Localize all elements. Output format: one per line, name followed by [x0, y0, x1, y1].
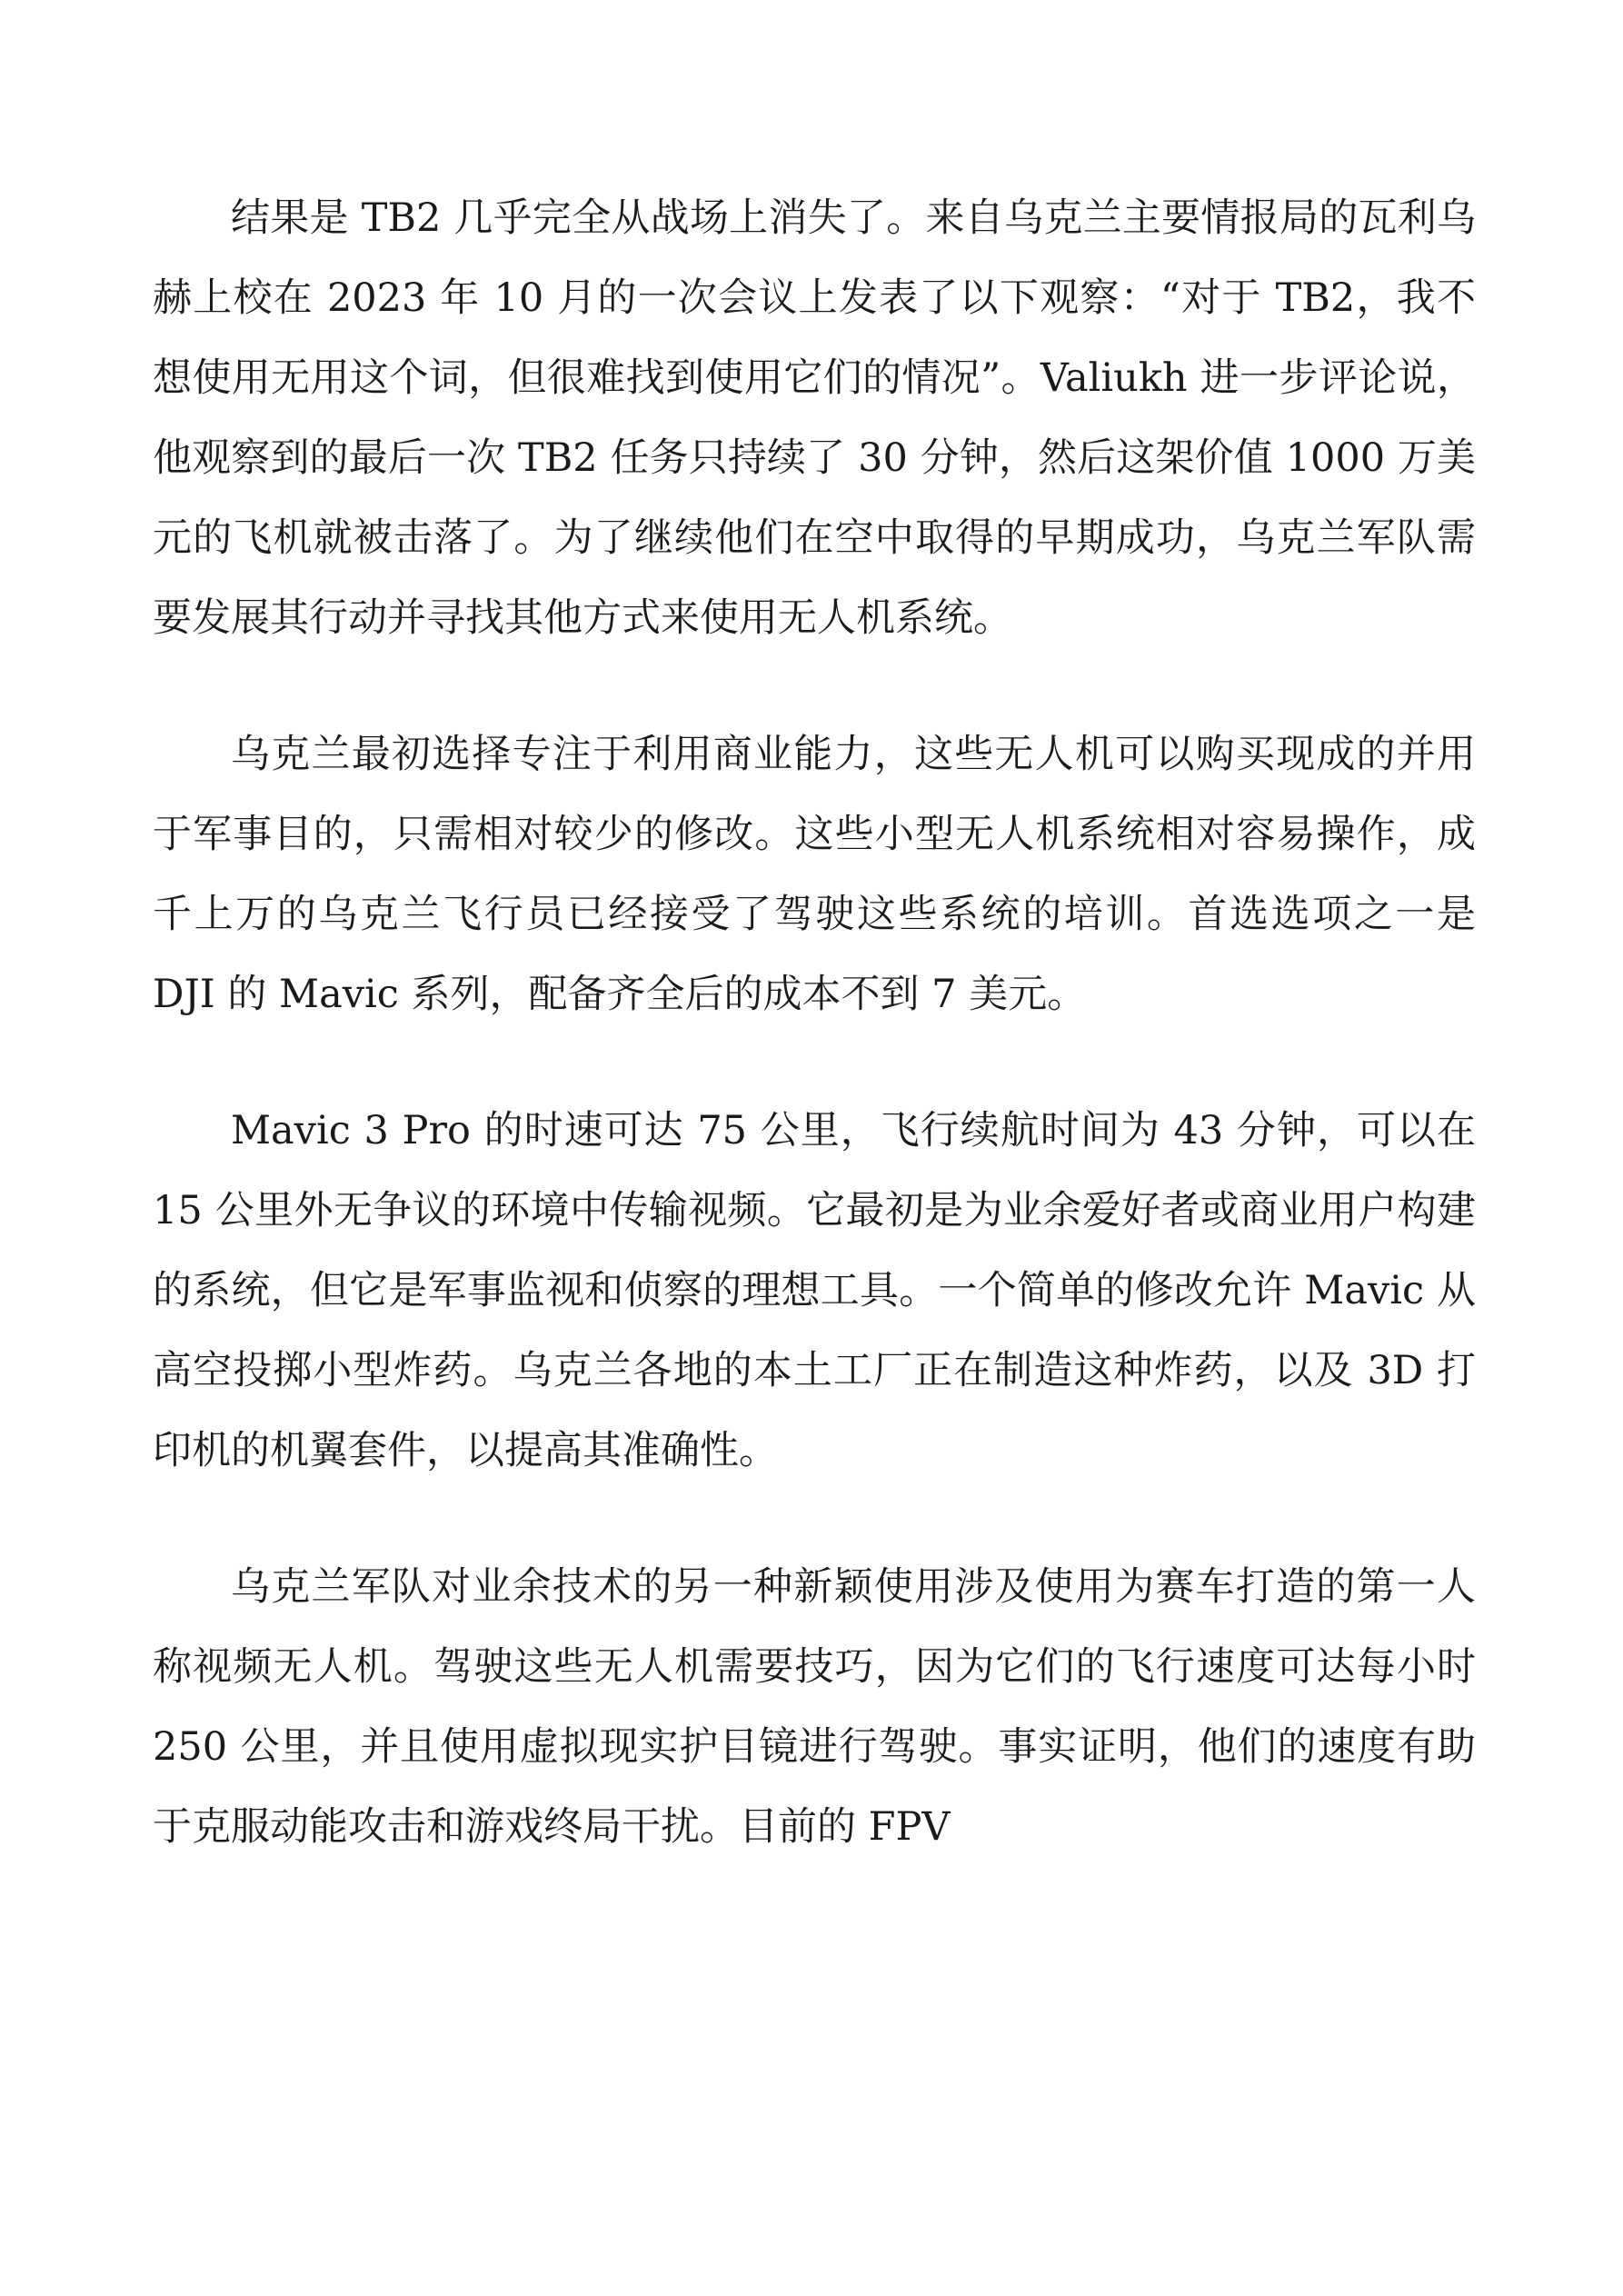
- paragraph-4: 乌克兰军队对业余技术的另一种新颖使用涉及使用为赛车打造的第一人称视频无人机。驾驶这些无人机需要技巧，因为它们的飞行速度可达每小时 250 公里，并且使用虚拟现实护目镜进行驾驶。事实证明，他们的速度有助于克服动能攻击和游戏终局干扰。目前的 FPV: [153, 1564, 1476, 1850]
- paragraph-2: 乌克兰最初选择专注于利用商业能力，这些无人机可以购买现成的并用于军事目的，只需相对较少的修改。这些小型无人机系统相对容易操作，成千上万的乌克兰飞行员已经接受了驾驶这些系统的培训。首选选项之一是 DJI 的 Mavic 系列，配备齐全后的成本不到 7 美元。: [153, 732, 1476, 1017]
- document-body: [153, 178, 1476, 1867]
- paragraph-3: Mavic 3 Pro 的时速可达 75 公里，飞行续航时间为 43 分钟，可以在 15 公里外无争议的环境中传输视频。它最初是为业余爱好者或商业用户构建的系统，但它是军事监视和侦察的理想工具。一个简单的修改允许 Mavic 从高空投掷小型炸药。乌克兰各地的本土工厂正在制造这种炸药，以及 3D 打印机的机翼套件，以提高其准确性。: [153, 1108, 1476, 1473]
- paragraph-1: 结果是 TB2 几乎完全从战场上消失了。来自乌克兰主要情报局的瓦利乌赫上校在 2023 年 10 月的一次会议上发表了以下观察：“对于 TB2，我不想使用无用这个词，但很难找到使用它们的情况”。Valiukh 进一步评论说，他观察到的最后一次 TB2 任务只持续了 30 分钟，然后这架价值 1000 万美元的飞机就被击落了。为了继续他们在空中取得的早期成功，乌克兰军队需要发展其行动并寻找其他方式来使用无人机系统。: [153, 195, 1476, 641]
